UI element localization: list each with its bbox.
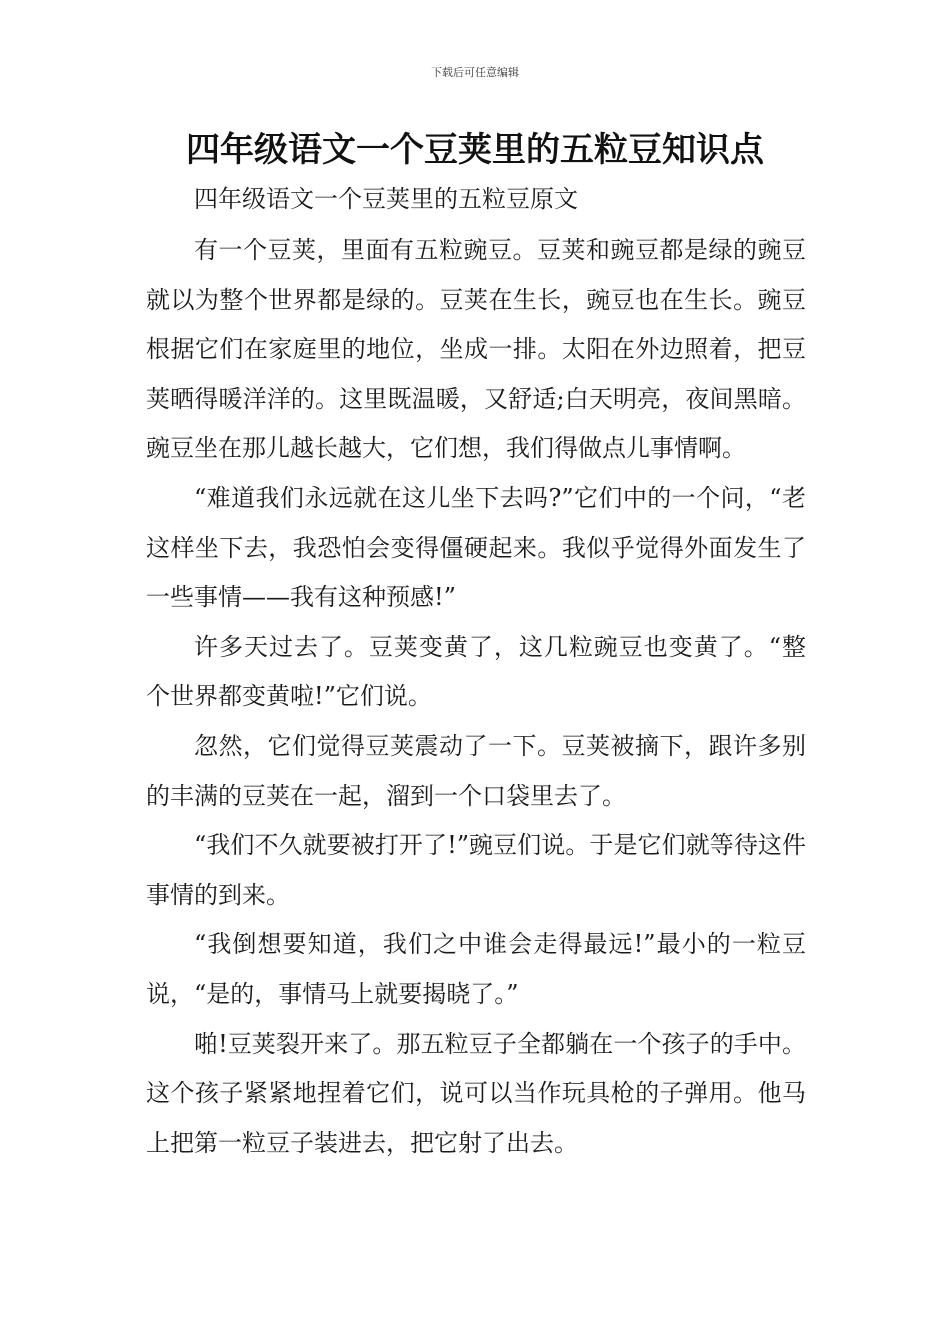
header-note: 下载后可任意编辑 [431, 66, 519, 79]
paragraph: 许多天过去了。豆荚变黄了，这几粒豌豆也变黄了。“整个世界都变黄啦!”它们说。 [146, 632, 806, 711]
paragraph: 啪!豆荚裂开来了。那五粒豆子全都躺在一个孩子的手中。这个孩子紧紧地捏着它们，说可以当作玩具枪的子弹用。他马上把第一粒豆子装进去，把它射了出去。 [146, 1029, 806, 1157]
document-title: 四年级语文一个豆荚里的五粒豆知识点 [186, 130, 764, 170]
paragraph: “难道我们永远就在这儿坐下去吗?”它们中的一个问，“老这样坐下去，我恐怕会变得僵硬起来。我似乎觉得外面发生了一些事情——我有这种预感!” [146, 483, 806, 612]
document-body [146, 176, 806, 1168]
paragraph: “我倒想要知道，我们之中谁会走得最远!”最小的一粒豆说，“是的，事情马上就要揭晓了。” [146, 930, 806, 1008]
paragraph: 有一个豆荚，里面有五粒豌豆。豆荚和豌豆都是绿的豌豆就以为整个世界都是绿的。豆荚在生长，豌豆也在生长。豌豆根据它们在家庭里的地位，坐成一排。太阳在外边照着，把豆荚晒得暖洋洋的。这里既温暖，又舒适;白天明亮，夜间黑暗。豌豆坐在那儿越长越大，它们想，我们得做点儿事情啊。 [146, 236, 806, 463]
section-heading: 四年级语文一个豆荚里的五粒豆原文 [194, 185, 578, 213]
paragraph: 忽然，它们觉得豆荚震动了一下。豆荚被摘下，跟许多别的丰满的豆荚在一起，溜到一个口袋里去了。 [146, 731, 806, 810]
paragraph: “我们不久就要被打开了!”豌豆们说。于是它们就等待这件事情的到来。 [146, 831, 806, 909]
